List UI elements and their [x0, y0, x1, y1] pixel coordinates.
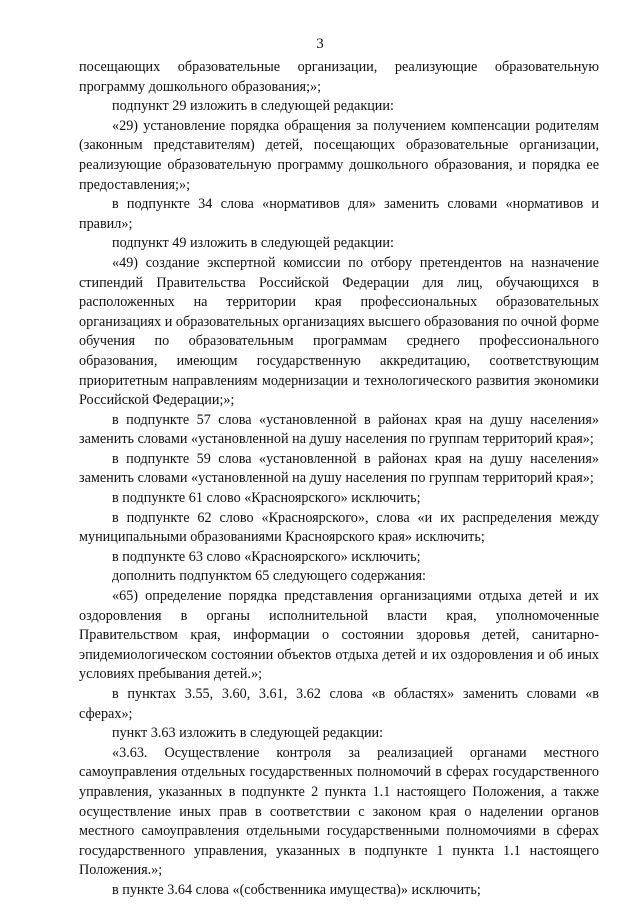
paragraph: в подпункте 34 слова «нормативов для» заменить словами «нормативов и правил»;	[79, 196, 599, 232]
paragraph: в подпункте 57 слова «установленной в районах края на душу населения» заменить словами «установленной на душу населения по группам территорий края»;	[79, 411, 599, 448]
paragraph: «65) определение порядка представления организациями отдыха детей и их оздоровления в органы исполнительной власти края, уполномоченные Правительством края, информации о состоянии здоровья детей, санитарно-эпидемиологическом состоянии объектов отдыха детей и их оздоровления и об иных условиях пребывания детей.»;	[79, 588, 599, 683]
paragraph: «3.63. Осуществление контроля за реализацией органами местного самоуправления отдельных государственных полномочий в сферах государственного управления, указанных в подпункте 2 пункта 1.1 настоящего Положения, а также осуществление иных прав в соответствии с законом края о наделении органов местного самоуправления отдельными государственными полномочиями в сферах государственного управления, указанных в подпункте 1 пункта 1.1 настоящего Положения.»;	[79, 744, 599, 879]
paragraph: в подпункте 62 слово «Красноярского», слова «и их распределения между муниципальными образованиями Красноярского края» исключить;	[79, 509, 599, 546]
paragraph: в подпункте 59 слова «установленной в районах края на душу населения» заменить словами «установленной на душу населения по группам территорий края»;	[79, 450, 599, 487]
paragraph: пункт 3.63 изложить в следующей редакции:	[112, 725, 384, 742]
paragraph: в подпункте 63 слово «Красноярского» исключить;	[112, 548, 421, 565]
paragraph: в пунктах 3.55, 3.60, 3.61, 3.62 слова «в областях» заменить словами «в сферах»;	[79, 686, 599, 722]
paragraph: в пункте 3.64 слова «(собственника имущества)» исключить;	[112, 881, 481, 898]
paragraph: подпункт 49 изложить в следующей редакции:	[112, 235, 394, 252]
page-number: 3	[316, 36, 324, 52]
paragraph: дополнить подпунктом 65 следующего содержания:	[112, 568, 426, 585]
paragraph: в подпункте 61 слово «Красноярского» исключить;	[112, 490, 421, 507]
paragraph: «49) создание экспертной комиссии по отбору претендентов на назначение стипендий Правительства Российской Федерации для лиц, обучающихся в расположенных на территории края профессиональных образовательных организациях и образовательных организациях высшего образования по очной форме обучения по образовательным программам среднего профессионального образования, имеющим государственную аккредитацию, соответствующим приоритетным направлениям модернизации и технологического развития экономики Российской Федерации;»;	[79, 254, 599, 409]
paragraph: подпункт 29 изложить в следующей редакции:	[112, 98, 394, 115]
paragraph: посещающих образовательные организации, реализующие образовательную программу дошкольного образования;»;	[79, 59, 599, 95]
document-body	[79, 58, 599, 901]
paragraph: «29) установление порядка обращения за получением компенсации родителям (законным представителям) детей, посещающих образовательные организации, реализующие образовательную программу дошкольного образования, и порядка ее предоставления;»;	[79, 117, 599, 193]
